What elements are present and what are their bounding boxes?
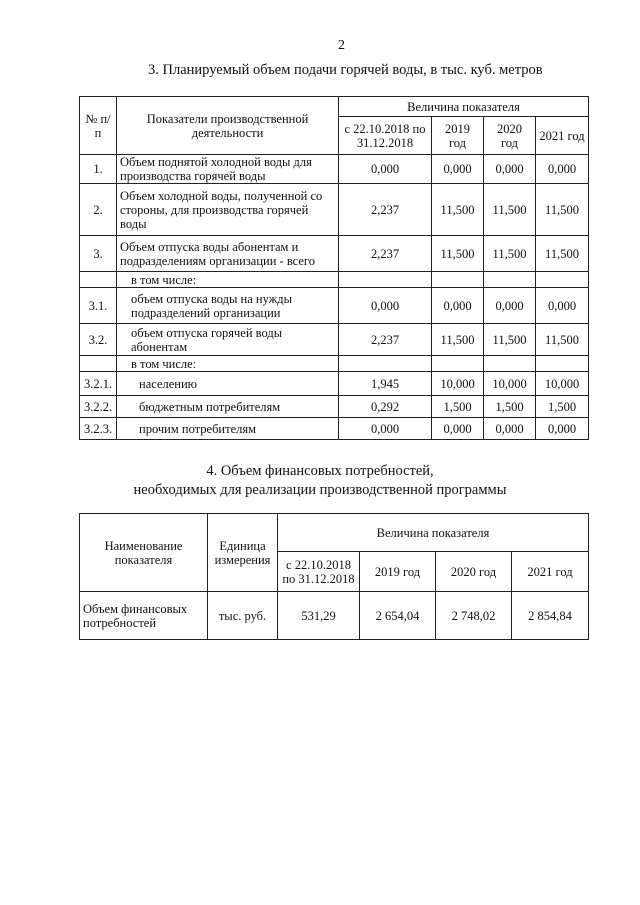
row-label: Объем поднятой холодной воды для производства горячей воды — [117, 155, 339, 184]
row-value — [432, 272, 484, 288]
table-row — [80, 592, 589, 640]
row-value: 0,000 — [432, 418, 484, 440]
row-label: объем отпуска воды на нужды подразделений организации — [117, 288, 339, 324]
row-value: 10,000 — [484, 372, 536, 396]
row-value — [432, 356, 484, 372]
row-num — [80, 356, 117, 372]
row-value: 0,000 — [339, 418, 432, 440]
row-num: 3.2. — [80, 324, 117, 356]
table-row — [80, 184, 589, 236]
table-row — [80, 288, 589, 324]
row-value: 10,000 — [432, 372, 484, 396]
row-value: 1,945 — [339, 372, 432, 396]
header-period-4: 2021 год — [536, 117, 589, 155]
row-value: 11,500 — [432, 184, 484, 236]
row-value: 0,000 — [339, 288, 432, 324]
header-unit: Единица измерения — [208, 514, 278, 592]
row-num: 2. — [80, 184, 117, 236]
header-indicator: Показатели производственной деятельности — [117, 97, 339, 155]
row-value — [484, 272, 536, 288]
row-label: Объем отпуска воды абонентам и подразделениям организации - всего — [117, 236, 339, 272]
row-value: 0,000 — [432, 288, 484, 324]
row-value: 0,000 — [432, 155, 484, 184]
table-row — [80, 272, 589, 288]
row-label: населению — [117, 372, 339, 396]
row-num: 3.2.3. — [80, 418, 117, 440]
row-value: 0,000 — [536, 288, 589, 324]
row-value: 1,500 — [536, 396, 589, 418]
row-label: в том числе: — [117, 272, 339, 288]
row-value: 11,500 — [536, 324, 589, 356]
row-label: Объем финансовых потребностей — [80, 592, 208, 640]
row-value — [536, 356, 589, 372]
section4-title-line1: 4. Объем финансовых потребностей, — [206, 463, 434, 479]
row-value: 10,000 — [536, 372, 589, 396]
row-value: 1,500 — [432, 396, 484, 418]
row-num — [80, 272, 117, 288]
row-value — [536, 272, 589, 288]
header-period-2: 2019 год — [360, 552, 436, 592]
row-value: 2 854,84 — [512, 592, 589, 640]
row-value: 0,000 — [484, 288, 536, 324]
header-name: Наименование показателя — [80, 514, 208, 592]
financial-needs-table — [79, 513, 589, 640]
row-value: 1,500 — [484, 396, 536, 418]
row-label: Объем холодной воды, полученной со стороны, для производства горячей воды — [117, 184, 339, 236]
section3-title: 3. Планируемый объем подачи горячей воды, в тыс. куб. метров — [148, 62, 543, 78]
row-value — [339, 356, 432, 372]
header-period-4: 2021 год — [512, 552, 589, 592]
table-row — [80, 155, 589, 184]
header-value: Величина показателя — [339, 97, 589, 117]
row-label: бюджетным потребителям — [117, 396, 339, 418]
row-value — [484, 356, 536, 372]
row-value — [339, 272, 432, 288]
row-value: 2,237 — [339, 324, 432, 356]
table-row — [80, 356, 589, 372]
header-num: № п/п — [80, 97, 117, 155]
header-value: Величина показателя — [278, 514, 589, 552]
row-num: 3.1. — [80, 288, 117, 324]
row-value: 0,000 — [339, 155, 432, 184]
header-period-1: с 22.10.2018 по 31.12.2018 — [339, 117, 432, 155]
row-num: 3.2.1. — [80, 372, 117, 396]
row-label: объем отпуска горячей воды абонентам — [117, 324, 339, 356]
row-label: в том числе: — [117, 356, 339, 372]
row-value: 2 654,04 — [360, 592, 436, 640]
row-value: 11,500 — [484, 236, 536, 272]
row-value: 11,500 — [484, 324, 536, 356]
row-value: 2 748,02 — [436, 592, 512, 640]
header-period-1: с 22.10.2018 по 31.12.2018 — [278, 552, 360, 592]
row-value: 11,500 — [536, 236, 589, 272]
header-period-2: 2019 год — [432, 117, 484, 155]
water-volume-table — [79, 96, 589, 440]
row-value: 0,000 — [484, 418, 536, 440]
row-num: 1. — [80, 155, 117, 184]
section4-title-line2: необходимых для реализации производственной программы — [133, 482, 507, 498]
row-value: 11,500 — [484, 184, 536, 236]
header-period-3: 2020 год — [436, 552, 512, 592]
row-value: 11,500 — [432, 324, 484, 356]
row-num: 3. — [80, 236, 117, 272]
table-row — [80, 418, 589, 440]
table-row — [80, 236, 589, 272]
row-value: 0,000 — [536, 155, 589, 184]
header-period-3: 2020 год — [484, 117, 536, 155]
table-row — [80, 324, 589, 356]
page-number: 2 — [338, 38, 345, 53]
row-value: 531,29 — [278, 592, 360, 640]
row-value: 2,237 — [339, 184, 432, 236]
row-value: 2,237 — [339, 236, 432, 272]
row-value: 11,500 — [536, 184, 589, 236]
row-unit: тыс. руб. — [208, 592, 278, 640]
row-value: 0,292 — [339, 396, 432, 418]
table-row — [80, 372, 589, 396]
row-label: прочим потребителям — [117, 418, 339, 440]
table-row — [80, 396, 589, 418]
row-value: 0,000 — [536, 418, 589, 440]
row-value: 11,500 — [432, 236, 484, 272]
row-num: 3.2.2. — [80, 396, 117, 418]
row-value: 0,000 — [484, 155, 536, 184]
